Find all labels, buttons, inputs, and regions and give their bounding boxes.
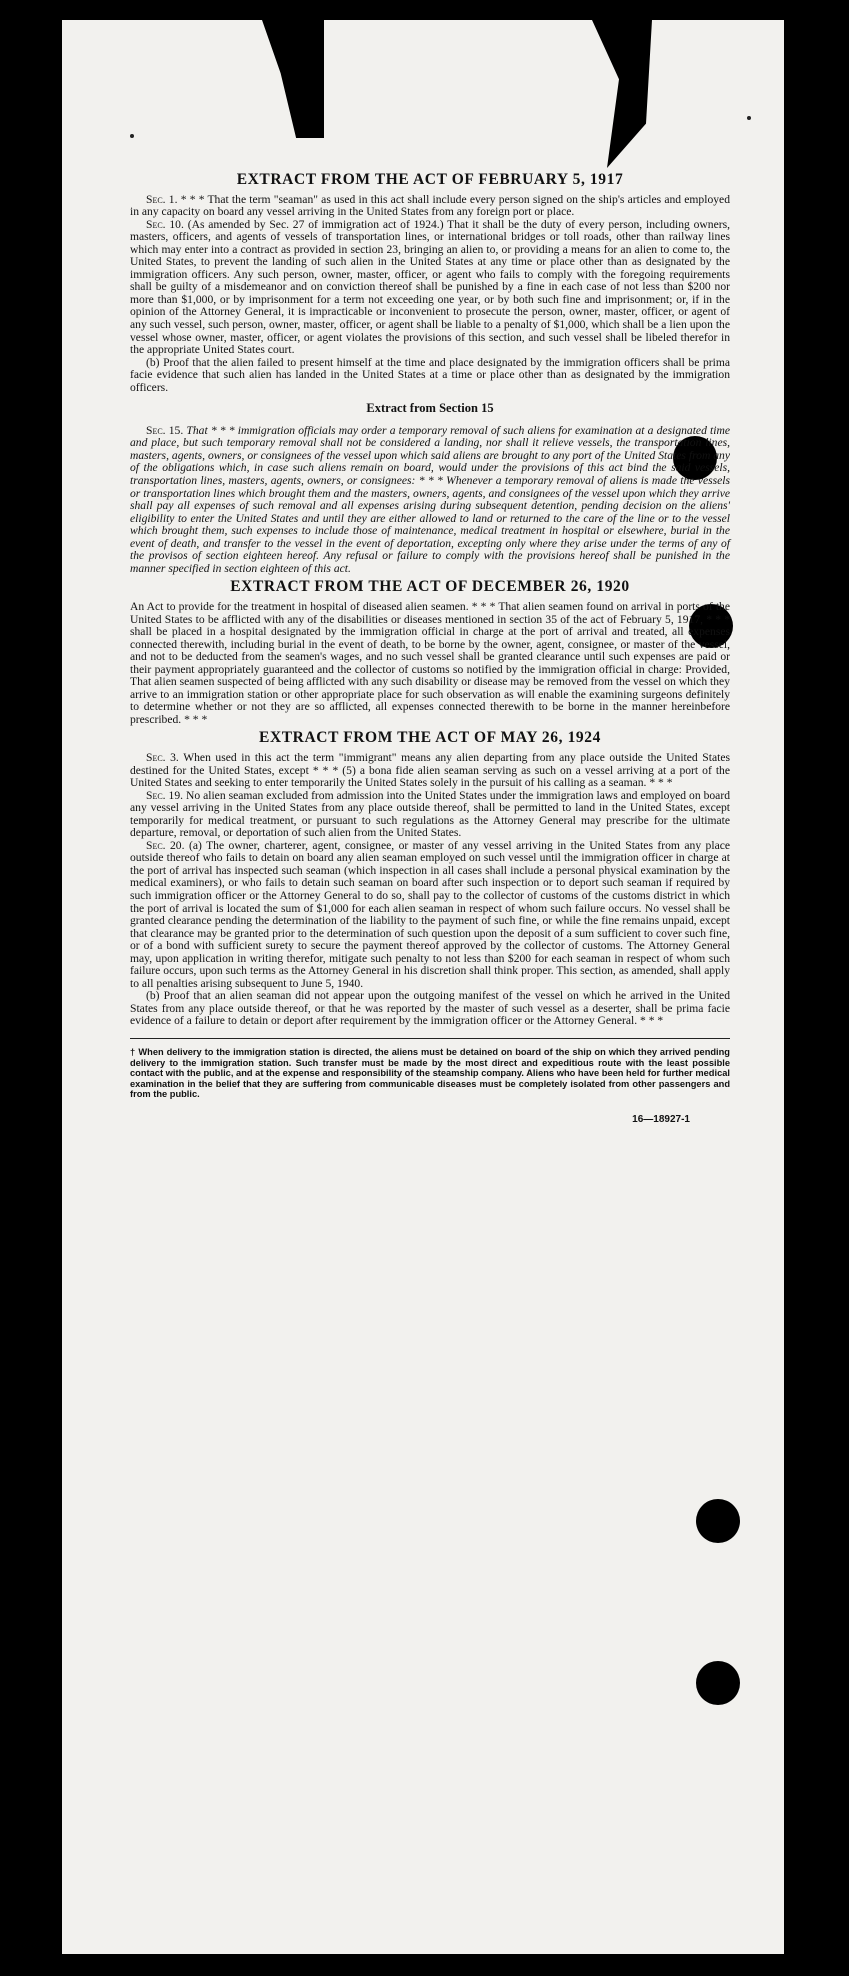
section-number: Sec. 15. — [146, 423, 184, 437]
paragraph-text: (b) Proof that an alien seaman did not appear upon the outgoing manifest of the vessel on which he arrived in the United States from any place outside thereof, or that he was reported by the master of such vessel as a deserter, shall be prima facie evidence of a failure to detain or deport after requirement by the immigration officer or the Attorney General. * * * — [130, 989, 730, 1028]
section-number: Sec. 3. — [146, 750, 179, 764]
paragraph-text: When used in this act the term "immigrant" means any alien departing from any place outside the United States destined for the United States, except * * * (5) a bona fide alien seaman serving as such on a vessel arriving at a port of the United States and seeking to enter temporarily the United States solely in the pursuit of his calling as a seaman. * * * — [130, 750, 730, 790]
paragraph-text: (b) Proof that the alien failed to present himself at the time and place designated by the immigration officers shall be prima facie evidence that such alien has landed in the United States at a time or place other than as designated by the immigration officers. — [130, 355, 730, 394]
section-subheading: Extract from Section 15 — [366, 401, 494, 416]
form-code: 16—18927-1 — [632, 1113, 690, 1125]
section-heading: EXTRACT FROM THE ACT OF FEBRUARY 5, 1917 — [236, 171, 624, 188]
paragraph-text: No alien seaman excluded from admission into the United States under the immigration laws and employed on board any vessel arriving in the United States from any place outside thereof, shall be permitted to land in the United States, except temporarily for medical treatment, or pursuant to such regulations as the Attorney General may prescribe for the ultimate departure, removal, or deportation of such alien from the United States. — [130, 788, 730, 840]
speck — [747, 116, 751, 120]
section-number: Sec. 20. — [146, 838, 185, 852]
speck — [130, 134, 134, 138]
paragraph-text: (As amended by Sec. 27 of immigration act of 1924.) That it shall be the duty of every person, including owners, masters, officers, and agents of vessels of transportation lines, or international bridges or toll roads, other than railway lines which may enter into a contract as provided in section 23, bringing an alien to, or providing a means for an alien to come to, the United States, to prevent the landing of such alien in the United States at any time or place other than as designated by the immigration officers. Any such person, owner, master, officer, or agent who fails to comply with the foregoing requirements shall be guilty of a misdemeanor and on conviction thereof shall be punished by a fine in each case of not less than $200 nor more than $1,000, or by imprisonment for a term not exceeding one year, or by both such fine and imprisonment; or, if in the opinion of the Attorney General, it is impracticable or inconvenient to prosecute the person, owner, master, officer, or agent of any such vessel, such person, owner, master, officer, or agent shall be liable to a penalty of $1,000, which shall be a lien upon the vessel whose owner, master, officer, or agent violates the provisions of this section, and such vessel shall be libeled therefor in the appropriate United States court. — [130, 217, 731, 357]
section-number: Sec. 10. — [146, 217, 184, 231]
paragraph — [130, 790, 730, 840]
section-number: Sec. 19. — [146, 788, 184, 802]
paragraph — [130, 194, 730, 219]
paragraph-text: * * * That the term "seaman" as used in this act shall include every person signed on the ship's articles and employed in any capacity on board any vessel arriving in the United States from any foreign port or place. — [130, 192, 730, 219]
section-heading: EXTRACT FROM THE ACT OF DECEMBER 26, 1920 — [230, 578, 630, 596]
paragraph — [130, 425, 730, 576]
paragraph-text: That * * * immigration officials may order a temporary removal of such aliens for examination at a designated time and place, but such temporary removal shall not be considered a landing, nor shall it relieve vessels, the transportation lines, masters, agents, owners, or consignees of the vessel upon which said aliens are brought to any port of the United States from any of the obligations which, in case such aliens remain on board, would under the provisions of this act bind the said vessels, transportation lines, masters, agents, owners, or consignees: * * * Whenever a temporary removal of aliens is made the vessels or transportation lines which brought them and the masters, owners, agents, and consignees of the vessel upon which they arrive shall pay all expenses of such removal and all expenses arising during subsequent detention, pending decision on the aliens' eligibility to enter the United States and until they are either allowed to land or returned to the care of the line or to the vessel which brought them, such expenses to include those of maintenance, medical treatment in hospital or elsewhere, burial in the event of death, and transfer to the vessel in the event of deportation, excepting only where they arise under the terms of any of the provisos of section eighteen hereof. Any refusal or failure to comply with the provisions hereof shall be punished in the manner specified in section eighteen of this act. — [130, 423, 730, 575]
paragraph — [130, 219, 730, 357]
section-heading: EXTRACT FROM THE ACT OF MAY 26, 1924 — [259, 729, 601, 747]
paragraph — [130, 990, 730, 1028]
paragraph — [130, 357, 730, 395]
footnote: † When delivery to the immigration station is directed, the aliens must be detained on board of the ship on which they arrived pending delivery to the immigration station. Such transfer must be made by the most direct and expeditious route with the least possible contact with the public, and at the expense and responsibility of the steamship company. Aliens who have been held for further medical examination in the belief that they are suffering from communicable diseases must be completely isolated from other passengers and from the public. — [130, 1047, 730, 1099]
footnote-divider — [130, 1038, 730, 1039]
paragraph-text: (a) The owner, charterer, agent, consignee, or master of any vessel arriving in the United States from any place outside thereof who fails to detain on board any alien seaman employed on such vessel until the immigration officer in charge at the port of arrival has inspected such seaman (which inspection in all cases shall include a personal physical examination by the medical examiners), or who fails to detain such seaman on board after such inspection or to deport such seaman if required by such immigration officer or the Attorney General to do so, shall pay to the collector of customs of the customs district in which the port of arrival is located the sum of $1,000 for each alien seaman in respect of whom such failure occurs. No vessel shall be granted clearance pending the determination of the liability to the payment of such fine, or while the fine remains unpaid, except that clearance may be granted prior to the determination of such question upon the deposit of a sum sufficient to cover such fine, or of a bond with sufficient surety to secure the payment thereof approved by the collector of customs. The Attorney General may, upon application in writing therefor, mitigate such penalty to not less than $200 for each seaman in respect of whom such failure occurs, upon such terms as the Attorney General in his discretion shall think proper. This section, as amended, shall apply to all penalties arising subsequent to June 5, 1940. — [130, 838, 731, 990]
section-number: Sec. 1. — [146, 192, 178, 206]
paragraph — [130, 601, 730, 726]
paragraph-text: An Act to provide for the treatment in hospital of diseased alien seamen. * * * That alien seamen found on arrival in ports of the United States to be afflicted with any of the disabilities or diseases mentioned in section 35 of the act of February 5, 1917, * * * shall be placed in a hospital designated by the immigration official in charge at the port of arrival and treated, all expenses connected therewith, including burial in the event of death, to be borne by the owner, agent, consignee, or master of the vessel, and not to be deducted from the seamen's wages, and no such vessel shall be granted clearance until such expenses are paid or their payment appropriately guaranteed and the collector of customs so notified by the immigration official in charge: Provided, That alien seamen suspected of being afflicted with any such disability or disease may be removed from the vessel on which they arrive to an immigration station or other appropriate place for such observation as will enable the examining surgeons definitely to determine whether or not they are so afflicted, all expenses connected therewith to be borne in the manner hereinbefore prescribed. * * * — [130, 599, 730, 726]
punch-hole — [696, 1661, 740, 1705]
punch-hole — [696, 1499, 740, 1543]
paragraph — [130, 752, 730, 790]
paragraph — [130, 840, 730, 991]
document-body — [130, 168, 730, 1126]
